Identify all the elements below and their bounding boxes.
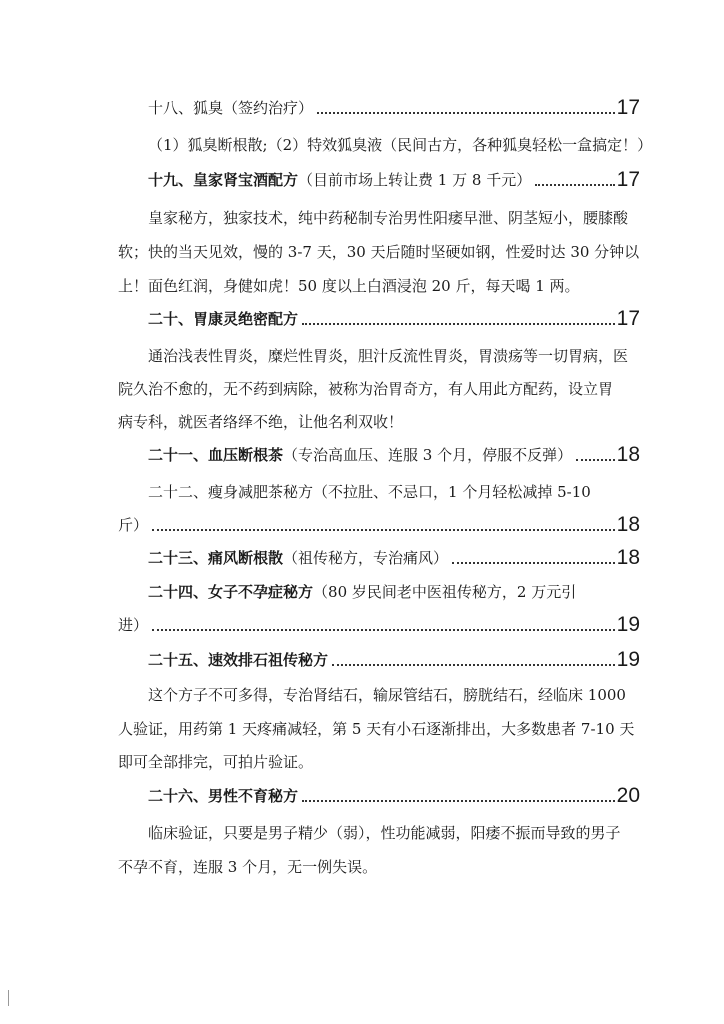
page-number: 17 xyxy=(616,96,640,119)
entry-name: 痛风断根散 xyxy=(208,549,284,567)
toc-entry-title xyxy=(148,577,576,607)
toc-entry-title-cont: 进） xyxy=(118,616,149,634)
entry-name: 皇家肾宝酒配方 xyxy=(193,171,299,189)
toc-entry-22 xyxy=(118,510,640,540)
scan-edge-mark xyxy=(8,990,9,1006)
entry-name: 速效排石祖传秘方 xyxy=(208,651,329,669)
toc-entry-23 xyxy=(148,543,640,573)
entry-description: 人验证，用药第 1 天疼痛减轻，第 5 天有小石逐渐排出，大多数患者 7-10 天 xyxy=(118,720,635,738)
entry-number: 二十三、 xyxy=(148,549,209,567)
page-number: 18 xyxy=(616,546,640,569)
toc-entry-24 xyxy=(118,610,640,640)
page-number: 18 xyxy=(616,513,640,536)
toc-entry-26 xyxy=(148,781,640,811)
entry-description: 通治浅表性胃炎，糜烂性胃炎，胆汁反流性胃炎，胃溃疡等一切胃病，医 xyxy=(148,347,629,365)
page-number: 20 xyxy=(616,784,640,807)
entry-description: 病专科，就医者络绎不绝，让他名利双收！ xyxy=(118,413,404,431)
entry-number: 二十、 xyxy=(148,310,194,328)
entry-description: 临床验证，只要是男子精少（弱），性功能减弱，阳痿不振而导致的男子 xyxy=(148,824,621,842)
dot-leader xyxy=(317,112,615,114)
toc-entry-title: 十八、狐臭（签约治疗） xyxy=(148,99,314,117)
entry-name: 血压断根茶 xyxy=(208,446,284,464)
dot-leader xyxy=(152,629,615,631)
entry-description: （1）狐臭断根散;（2）特效狐臭液（民间古方，各种狐臭轻松一盒搞定！） xyxy=(148,136,653,154)
page-number: 17 xyxy=(616,168,640,191)
page-number: 19 xyxy=(616,648,640,671)
toc-entry-19 xyxy=(148,165,640,195)
entry-description: 皇家秘方，独家技术，纯中药秘制专治男性阳痿早泄、阴茎短小，腰膝酸 xyxy=(148,209,629,227)
toc-entry-title xyxy=(148,645,328,675)
dot-leader xyxy=(332,664,615,666)
entry-description: 不孕不育，连服 3 个月，无一例失误。 xyxy=(118,858,378,876)
dot-leader xyxy=(152,529,615,531)
page-number: 18 xyxy=(616,443,640,466)
entry-note: （专治高血压、连服 3 个月，停服不反弹） xyxy=(283,446,573,464)
dot-leader xyxy=(302,800,615,802)
page-number: 19 xyxy=(616,613,640,636)
toc-entry-title xyxy=(148,304,298,334)
entry-number: 二十六、 xyxy=(148,787,209,805)
entry-name: 女子不孕症秘方 xyxy=(208,583,314,601)
entry-name: 胃康灵绝密配方 xyxy=(193,310,299,328)
entry-note: （80 岁民间老中医祖传秘方，2 万元引 xyxy=(313,583,577,601)
page-number: 17 xyxy=(616,307,640,330)
toc-entry-title xyxy=(148,543,448,573)
toc-entry-20 xyxy=(148,304,640,334)
entry-description: 软；快的当天见效，慢的 3-7 天，30 天后随时坚硬如钢，性爱时达 30 分钟以 xyxy=(118,243,640,261)
toc-entry-title xyxy=(148,165,531,195)
entry-description: 院久治不愈的，无不药到病除，被称为治胃奇方，有人用此方配药，设立胃 xyxy=(118,380,614,398)
entry-number: 二十一、 xyxy=(148,446,209,464)
entry-number: 十九、 xyxy=(148,171,194,189)
toc-entry-title: 二十二、瘦身减肥茶秘方（不拉肚、不忌口，1 个月轻松减掉 5-10 xyxy=(148,483,591,501)
entry-number: 二十四、 xyxy=(148,583,209,601)
toc-entry-title xyxy=(148,781,298,811)
entry-description: 即可全部排完，可拍片验证。 xyxy=(118,753,314,771)
dot-leader xyxy=(535,184,614,186)
entry-note: （祖传秘方，专治痛风） xyxy=(283,549,449,567)
dot-leader xyxy=(302,323,615,325)
toc-entry-18 xyxy=(148,93,640,123)
entry-description: 上！面色红润，身健如虎！50 度以上白酒浸泡 20 斤，每天喝 1 两。 xyxy=(118,277,580,295)
toc-entry-21 xyxy=(148,440,640,470)
dot-leader xyxy=(452,562,615,564)
toc-entry-title xyxy=(148,440,572,470)
entry-number: 二十五、 xyxy=(148,651,209,669)
toc-entry-title-cont: 斤） xyxy=(118,516,149,534)
entry-note: （目前市场上转让费 1 万 8 千元） xyxy=(298,171,532,189)
toc-entry-25 xyxy=(148,645,640,675)
dot-leader xyxy=(576,459,615,461)
entry-name: 男性不育秘方 xyxy=(208,787,299,805)
entry-description: 这个方子不可多得，专治肾结石，输尿管结石，膀胱结石，经临床 1000 xyxy=(148,686,626,704)
